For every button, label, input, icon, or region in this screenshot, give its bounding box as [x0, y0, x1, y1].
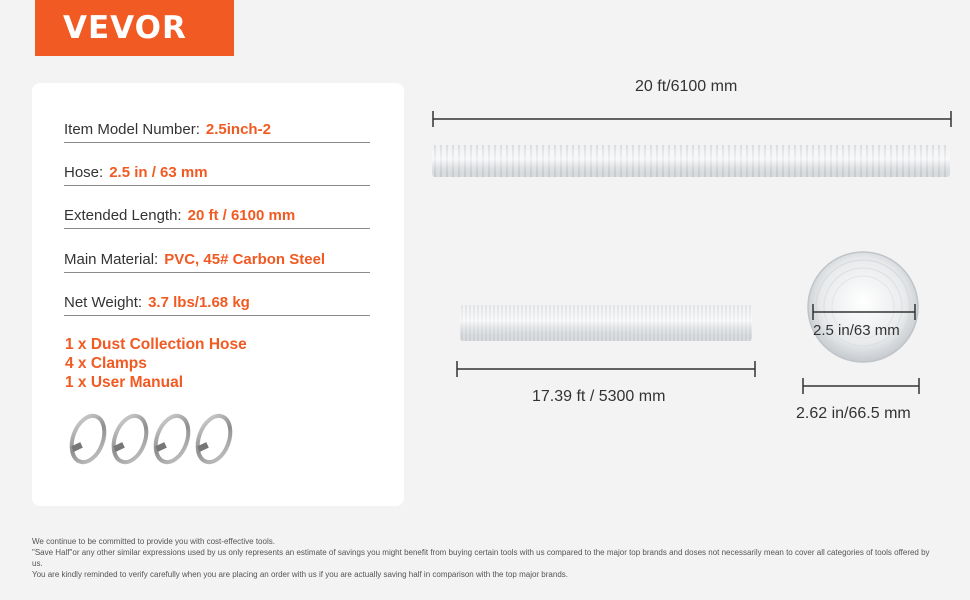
spec-value: 2.5inch-2: [205, 121, 271, 138]
spec-net-weight: [64, 294, 370, 316]
package-item: 1 x User Manual: [65, 374, 184, 391]
inner-diameter-dimension-line: [812, 301, 916, 323]
compressed-length-dimension-line: [456, 358, 756, 380]
spec-value: PVC, 45# Carbon Steel: [164, 251, 326, 268]
clamp-icon: [68, 411, 110, 466]
spec-value: 2.5 in / 63 mm: [109, 164, 208, 181]
spec-label: Main Material:: [64, 251, 159, 268]
clamp-icon: [192, 411, 237, 466]
disclaimer-line: You are kindly reminded to verify carefully when you are placing an order with us if you are actually saving half in comparison with the top major brands.: [32, 570, 568, 579]
outer-diameter-dimension-line: [802, 375, 920, 397]
spec-label: Extended Length:: [64, 207, 182, 224]
disclaimer-line: "Save Half"or any other similar expressions used by us only represents an estimate of savings you might benefit from buying certain tools with us compared to the major top brands and doses not necessarily mean to cover all categories of tools offered by us.: [32, 548, 930, 568]
inner-diameter-label: 2.5 in/63 mm: [813, 322, 900, 339]
clamp-icon: [108, 411, 153, 466]
package-item: 1 x Dust Collection Hose: [65, 336, 247, 353]
spec-extended-length: [64, 207, 370, 229]
package-item: 4 x Clamps: [65, 355, 147, 372]
extended-length-dimension-line: [432, 108, 952, 130]
spec-hose: [64, 164, 370, 186]
compressed-length-label: 17.39 ft / 5300 mm: [532, 388, 666, 405]
spec-value: 20 ft / 6100 mm: [187, 207, 296, 224]
compressed-hose-image: [460, 305, 752, 341]
spec-label: Net Weight:: [64, 294, 143, 311]
disclaimer: [32, 536, 937, 580]
disclaimer-line: We continue to be committed to provide you with cost-effective tools.: [32, 537, 275, 546]
spec-value: 3.7 lbs/1.68 kg: [148, 294, 250, 311]
brand-logo: VEVOR: [35, 0, 234, 56]
spec-model-number: [64, 121, 370, 143]
extended-hose-image: [432, 145, 950, 177]
outer-diameter-label: 2.62 in/66.5 mm: [796, 405, 911, 422]
spec-main-material: [64, 251, 370, 273]
spec-label: Item Model Number:: [64, 121, 200, 138]
spec-card: [32, 83, 404, 506]
extended-length-label: 20 ft/6100 mm: [635, 78, 738, 95]
spec-label: Hose:: [64, 164, 104, 181]
package-contents-list: [65, 335, 247, 392]
clamps-image: [68, 409, 238, 469]
clamp-icon: [150, 411, 195, 466]
